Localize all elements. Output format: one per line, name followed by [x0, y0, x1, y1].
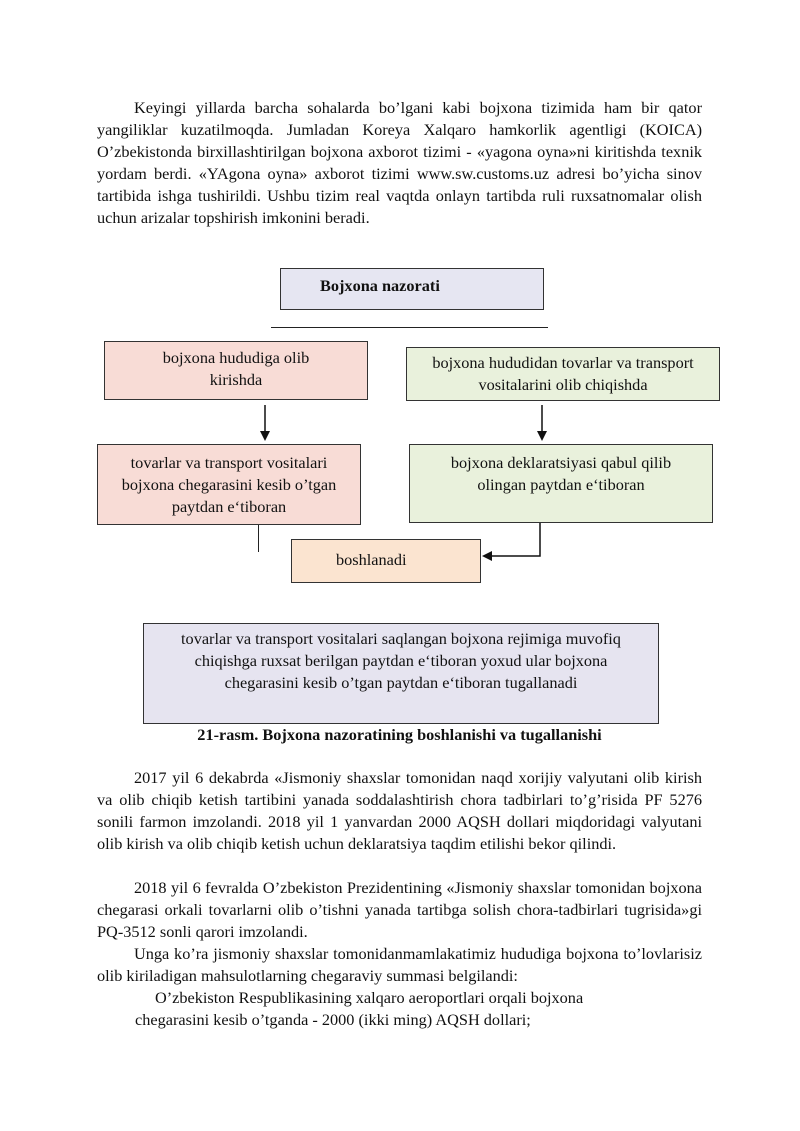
paragraph-2: 2017 yil 6 dekabrda «Jismoniy shaxslar tomonidan naqd xorijiy valyutani olib kirish va olib chiqib ketish tartibini yanada soddalashtirish chora tadbirlari to’g’risida PF 5276 sonili farmon imzolandi. 2018 yil 1 yanvardan 2000 AQSH dollari miqdoridagi valyutani olib kirish va olib chiqib ketish uchun deklaratsiya taqdim etilishi bekor qilindi.: [97, 768, 702, 853]
right-mid-text: bojxona deklaratsiyasi qabul qilib olingan paytdan e‘tiboran: [450, 453, 672, 494]
paragraph-4: Unga ko’ra jismoniy shaxslar tomonidanmamlakatimiz hududiga bojxona to’lovlarisiz olib kiriladigan mahsulotlarning chegaraviy summasi belgilandi:: [97, 944, 702, 985]
right-to-start-arrow: [484, 523, 540, 556]
end-text: tovarlar va transport vositalari saqlangan bojxona rejimiga muvofiq chiqishga ruxsat berilgan paytdan e‘tiboran yoxud ular bojxona chegarasini kesib o’tgan paytdan e‘tiboran tugallanadi: [181, 629, 621, 692]
left-mid-text: tovarlar va transport vositalari bojxona chegarasini kesib o’tgan paytdan e‘tiboran: [121, 453, 337, 516]
intro-paragraph: Keyingi yillarda barcha sohalarda bo’lgani kabi bojxona tizimida ham bir qator yangiliklar kuzatilmoqda. Jumladan Koreya Xalqaro hamkorlik agentligi (KOICA) O’zbekistonda birxillashtirilgan bojxona axborot tizimi - «yagona oyna»ni kiritishda texnik yordam berdi. «YAgona oyna» axborot tizimi www.sw.customs.uz adresi bo’yicha sinov tartibida ishga tushirildi. Ushbu tizim real vaqtda onlayn tartibda ruli ruxsatnomalar olish uchun arizalar topshirish imkonini beradi.: [97, 98, 702, 227]
left-top-text: bojxona hududiga olib kirishda: [162, 348, 310, 389]
list-item-line-2: chegarasini kesib o’tganda - 2000 (ikki ming) AQSH dollari;: [135, 1010, 531, 1029]
start-text: boshlanadi: [336, 550, 407, 569]
end-box: [143, 623, 659, 724]
diagram-title: Bojxona nazorati: [320, 276, 440, 295]
figure-caption: 21-rasm. Bojxona nazoratining boshlanishi va tugallanishi: [197, 725, 602, 744]
list-item-line-1: O’zbekiston Respublikasining xalqaro aeroportlari orqali bojxona: [155, 988, 584, 1007]
right-top-text: bojxona hududidan tovarlar va transport vositalarini olib chiqishda: [432, 353, 694, 394]
paragraph-3: 2018 yil 6 fevralda O’zbekiston Prezidentining «Jismoniy shaxslar tomonidan bojxona chegarasi orkali tovarlarni olib o’tishni yanada tartibga solish chora-tadbirlari tugrisida»gi PQ-3512 sonli qarori imzolandi.: [97, 878, 702, 941]
